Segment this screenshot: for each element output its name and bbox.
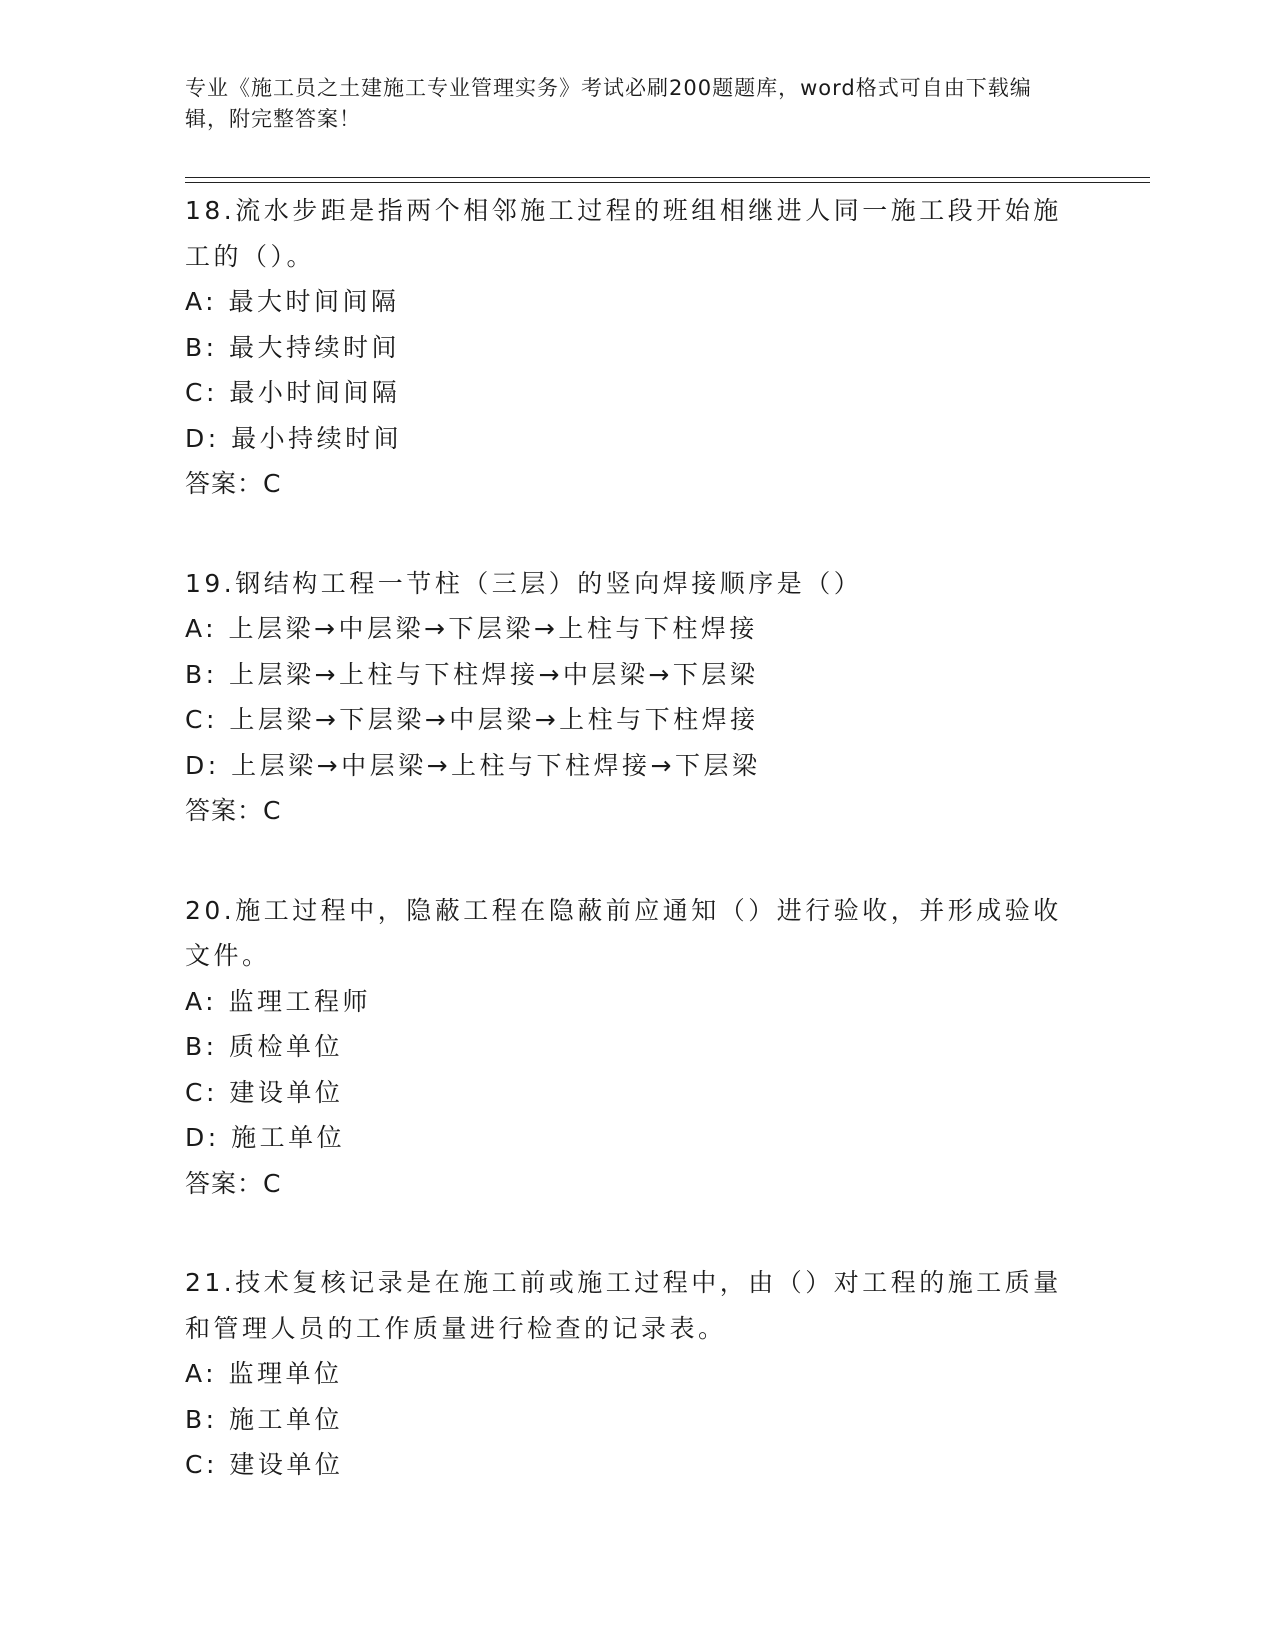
answer-text: 答案：C — [185, 1168, 282, 1198]
option-a: A: 最大时间间隔 — [185, 287, 400, 316]
question-text: 20.施工过程中，隐蔽工程在隐蔽前应通知（）进行验收，并形成验收文件。 — [185, 895, 1062, 970]
question-19 — [185, 561, 1085, 834]
option-a: A: 监理单位 — [185, 1359, 343, 1388]
answer-text: 答案：C — [185, 796, 282, 825]
option-b: B: 上层梁→上柱与下柱焊接→中层梁→下层梁 — [185, 659, 759, 689]
question-21 — [185, 1260, 1085, 1488]
header-divider-bottom — [185, 182, 1150, 183]
document-header: 专业《施工员之土建施工专业管理实务》考试必刷200题题库，word格式可自由下载编辑，附完整答案！ — [185, 76, 1032, 131]
option-d: D: 最小持续时间 — [185, 423, 403, 453]
answer-text: 答案：C — [185, 469, 282, 498]
option-b: B: 最大持续时间 — [185, 332, 401, 362]
option-b: B: 质检单位 — [185, 1032, 344, 1061]
question-text: 19.钢结构工程一节柱（三层）的竖向焊接顺序是（） — [185, 568, 863, 598]
question-list — [185, 188, 1085, 1542]
option-d: D: 上层梁→中层梁→上柱与下柱焊接→下层梁 — [185, 750, 761, 780]
option-c: C: 建设单位 — [185, 1450, 344, 1479]
question-20 — [185, 888, 1085, 1207]
option-c: C: 建设单位 — [185, 1077, 344, 1107]
option-b: B: 施工单位 — [185, 1404, 344, 1434]
option-a: A: 上层梁→中层梁→下层梁→上柱与下柱焊接 — [185, 614, 758, 643]
question-18 — [185, 188, 1085, 507]
option-c: C: 最小时间间隔 — [185, 378, 401, 407]
option-d: D: 施工单位 — [185, 1123, 346, 1152]
option-c: C: 上层梁→下层梁→中层梁→上柱与下柱焊接 — [185, 705, 759, 734]
question-text: 21.技术复核记录是在施工前或施工过程中，由（）对工程的施工质量和管理人员的工作质量进行检查的记录表。 — [185, 1268, 1062, 1343]
header-divider-top — [185, 177, 1150, 178]
question-text: 18.流水步距是指两个相邻施工过程的班组相继进人同一施工段开始施工的（）。 — [185, 196, 1062, 271]
option-a: A: 监理工程师 — [185, 986, 372, 1016]
